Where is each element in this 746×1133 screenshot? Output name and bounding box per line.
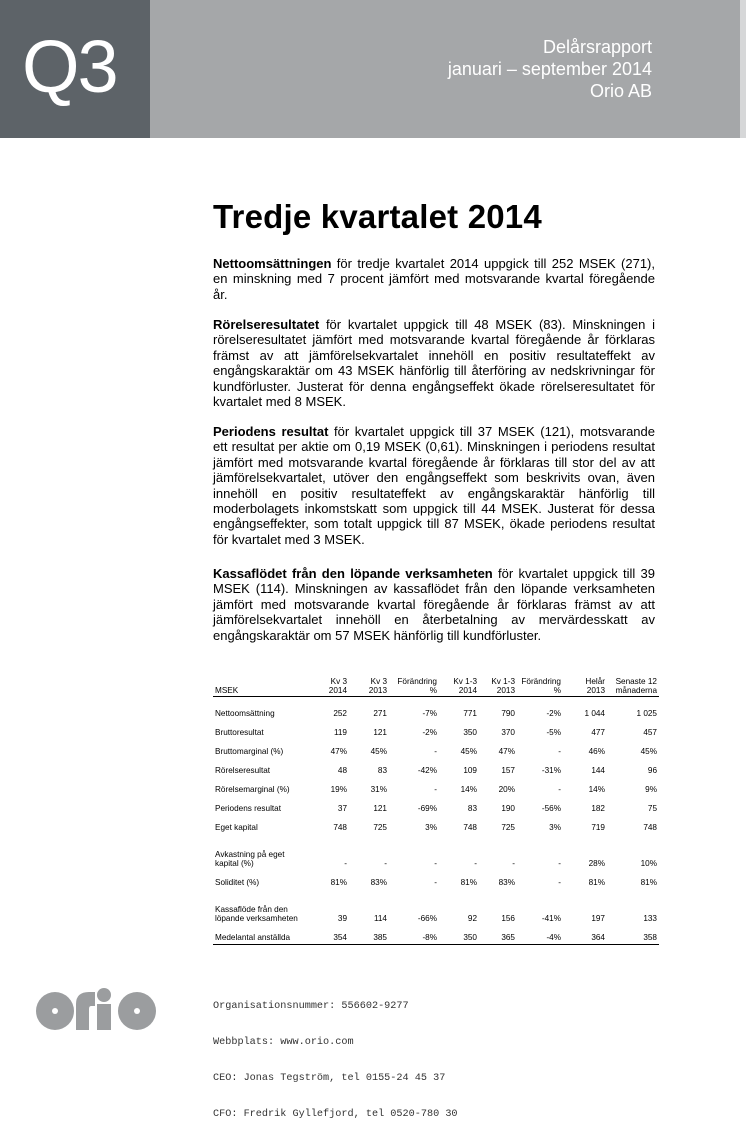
table-row <box>213 737 659 756</box>
table-cell: -5% <box>546 728 561 737</box>
table-cell: 45% <box>640 747 657 756</box>
table-row <box>213 756 659 775</box>
table-cell: 75 <box>647 804 657 813</box>
table-cell: 20% <box>498 785 515 794</box>
table-cell: 45% <box>370 747 387 756</box>
table-row <box>213 923 659 945</box>
table-cell: -56% <box>541 804 561 813</box>
column-header: Förändring % <box>521 677 561 695</box>
table-cell: 182 <box>591 804 605 813</box>
column-header: Senaste 12 månaderna <box>615 677 657 695</box>
table-cell: 114 <box>373 914 387 923</box>
table-cell: 45% <box>460 747 477 756</box>
table-cell: 3% <box>549 823 561 832</box>
table-cell: 725 <box>501 823 515 832</box>
table-cell: -42% <box>417 766 437 775</box>
org-number: Organisationsnummer: 556602-9277 <box>213 1001 409 1012</box>
company-name: Orio AB <box>589 81 652 101</box>
table-cell: -4% <box>546 933 561 942</box>
row-label: Bruttoresultat <box>215 728 264 737</box>
table-cell: - <box>434 878 437 887</box>
table-cell: - <box>558 785 561 794</box>
table-cell: 47% <box>330 747 347 756</box>
paragraph-text: för kvartalet uppgick till 39 MSEK (114). Minskningen av kassaflödet från den löpande verksamheten jämfört med motsvarande kvartal föregående år förklaras främst av att jämförelsekvartalet innehöll en återbetalning av mervärdesskatt av engångskaraktär om 57 MSEK hänförlig till kundförluster. <box>213 566 655 643</box>
table-cell: -2% <box>546 709 561 718</box>
row-label: Avkastning på eget kapital (%) <box>215 850 285 868</box>
paragraph-lead: Periodens resultat <box>213 424 329 439</box>
row-label: Soliditet (%) <box>215 878 260 887</box>
table-cell: - <box>434 747 437 756</box>
table-row <box>213 813 659 832</box>
table-row <box>213 868 659 887</box>
table-cell: 350 <box>463 933 477 942</box>
column-header: Helår 2013 <box>585 677 605 695</box>
table-cell: -66% <box>417 914 437 923</box>
column-header: Kv 3 2013 <box>368 677 387 695</box>
row-label: Kassaflöde från den löpande verksamheten <box>215 905 298 923</box>
paragraph-text: för kvartalet uppgick till 37 MSEK (121), motsvarande ett resultat per aktie om 0,19 MSEK (0,61). Minskningen i periodens resultat jämfört med motsvarande kvartal föregående år förklaras till stor del av att jämförelsekvartalet, utöver den engångseffekt som beskrivits ovan, även innehöll en positiv resultateffekt av engångskaraktär hänförlig till moderbolagets inkomstskatt som uppgick till 44 MSEK. Justerat för dessa engångseffekter, som totalt uppgick till 87 MSEK, ökade periodens resultat för kvartalet med 3 MSEK. <box>213 424 655 547</box>
table-cell: 83% <box>498 878 515 887</box>
table-cell: 37 <box>337 804 347 813</box>
table-cell: - <box>558 878 561 887</box>
table-cell: - <box>434 859 437 868</box>
table-cell: 252 <box>333 709 347 718</box>
table-cell: 197 <box>591 914 605 923</box>
column-header: Kv 1-3 2013 <box>491 677 515 695</box>
table-cell: - <box>512 859 515 868</box>
column-header: MSEK <box>215 686 239 695</box>
table-cell: 354 <box>333 933 347 942</box>
table-cell: 790 <box>501 709 515 718</box>
table-cell: 350 <box>463 728 477 737</box>
report-type: Delårsrapport <box>542 37 652 57</box>
table-row <box>213 775 659 794</box>
table-cell: 121 <box>373 728 387 737</box>
table-cell: 1 044 <box>584 709 605 718</box>
table-cell: 83 <box>377 766 387 775</box>
table-cell: -8% <box>422 933 437 942</box>
table-cell: 771 <box>463 709 477 718</box>
table-cell: 370 <box>501 728 515 737</box>
table-cell: -69% <box>417 804 437 813</box>
table-cell: 92 <box>467 914 477 923</box>
table-cell: 358 <box>643 933 657 942</box>
table-cell: 47% <box>498 747 515 756</box>
table-cell: 81% <box>330 878 347 887</box>
paragraph-cash-flow <box>213 566 655 643</box>
table-cell: 19% <box>330 785 347 794</box>
table-cell: 719 <box>591 823 605 832</box>
table-cell: 81% <box>460 878 477 887</box>
table-cell: 81% <box>588 878 605 887</box>
paragraph-lead: Kassaflödet från den löpande verksamheten <box>213 566 493 581</box>
header-text <box>448 36 652 102</box>
table-cell: 748 <box>643 823 657 832</box>
table-cell: 83% <box>370 878 387 887</box>
row-label: Rörelsemarginal (%) <box>215 785 290 794</box>
cfo-contact: CFO: Fredrik Gyllefjord, tel 0520-780 30 <box>213 1109 458 1120</box>
table-cell: 48 <box>337 766 347 775</box>
table-cell: 109 <box>463 766 477 775</box>
header-quarter-block <box>0 0 150 138</box>
table-cell: 14% <box>460 785 477 794</box>
table-cell: 28% <box>588 859 605 868</box>
table-cell: 14% <box>588 785 605 794</box>
row-label: Nettoomsättning <box>215 709 275 718</box>
table-cell: - <box>474 859 477 868</box>
row-label: Medelantal anställda <box>215 933 291 942</box>
table-cell: 31% <box>370 785 387 794</box>
paragraph-text: för tredje kvartalet 2014 uppgick till 252 MSEK (271), en minskning med 7 procent jämfört med motsvarande kvartal föregående år. <box>213 256 655 302</box>
orio-logo <box>36 984 160 1030</box>
row-label: Bruttomarginal (%) <box>215 747 284 756</box>
table-cell: - <box>558 859 561 868</box>
table-row <box>213 697 659 719</box>
table-cell: 121 <box>373 804 387 813</box>
table-cell: -2% <box>422 728 437 737</box>
page-title: Tredje kvartalet 2014 <box>213 198 542 235</box>
table-cell: 3% <box>425 823 437 832</box>
column-header: Kv 3 2014 <box>328 677 347 695</box>
company-contact-info <box>213 977 458 1133</box>
column-header: Kv 1-3 2014 <box>453 677 477 695</box>
ceo-contact: CEO: Jonas Tegström, tel 0155-24 45 37 <box>213 1073 446 1084</box>
table-cell: 385 <box>373 933 387 942</box>
table-cell: 83 <box>467 804 477 813</box>
table-row <box>213 887 659 923</box>
table-cell: 748 <box>333 823 347 832</box>
table-cell: 39 <box>337 914 347 923</box>
row-label: Rörelseresultat <box>215 766 271 775</box>
table-cell: 133 <box>643 914 657 923</box>
website: Webbplats: www.orio.com <box>213 1037 354 1048</box>
paragraph-net-sales <box>213 256 655 302</box>
table-cell: 81% <box>640 878 657 887</box>
table-cell: 119 <box>333 728 347 737</box>
table-cell: 457 <box>643 728 657 737</box>
row-label: Eget kapital <box>215 823 258 832</box>
paragraph-text: för kvartalet uppgick till 48 MSEK (83). Minskningen i rörelseresultatet jämfört med motsvarande kvartal föregående år förklaras främst av att jämförelsekvartalet innehöll en positiv resultateffekt av engångskaraktär om 43 MSEK hänförlig till återföring av nedskrivningar för kundförluster. Justerat för denna engångseffekt ökade rörelseresultatet för kvartalet med 8 MSEK. <box>213 317 655 410</box>
table-cell: - <box>384 859 387 868</box>
table-cell: 10% <box>640 859 657 868</box>
table-cell: - <box>434 785 437 794</box>
key-figures-table <box>213 677 659 945</box>
table-cell: 365 <box>501 933 515 942</box>
table-cell: 477 <box>591 728 605 737</box>
paragraph-operating-result <box>213 317 655 409</box>
column-header: Förändring % <box>397 677 437 695</box>
table-cell: 144 <box>591 766 605 775</box>
paragraph-lead: Nettoomsättningen <box>213 256 332 271</box>
paragraph-lead: Rörelseresultatet <box>213 317 320 332</box>
table-cell: - <box>558 747 561 756</box>
table-cell: -31% <box>541 766 561 775</box>
table-cell: 190 <box>501 804 515 813</box>
table-cell: 271 <box>373 709 387 718</box>
table-row <box>213 718 659 737</box>
table-cell: -41% <box>541 914 561 923</box>
table-row <box>213 832 659 868</box>
table-cell: 748 <box>463 823 477 832</box>
table-cell: 725 <box>373 823 387 832</box>
table-cell: 1 025 <box>636 709 657 718</box>
table-cell: 364 <box>591 933 605 942</box>
row-label: Periodens resultat <box>215 804 281 813</box>
table-cell: 9% <box>645 785 657 794</box>
table-cell: 96 <box>647 766 657 775</box>
table-cell: -7% <box>422 709 437 718</box>
report-period: januari – september 2014 <box>447 59 652 79</box>
header-edge-stripe <box>740 0 746 138</box>
table-row <box>213 794 659 813</box>
table-cell: 157 <box>501 766 515 775</box>
table-cell: 156 <box>501 914 515 923</box>
header-info-block <box>150 0 740 138</box>
quarter-label: Q3 <box>22 25 117 108</box>
table-cell: - <box>344 859 347 868</box>
table-cell: 46% <box>588 747 605 756</box>
paragraph-period-result <box>213 424 655 547</box>
table-header-row <box>213 677 659 697</box>
